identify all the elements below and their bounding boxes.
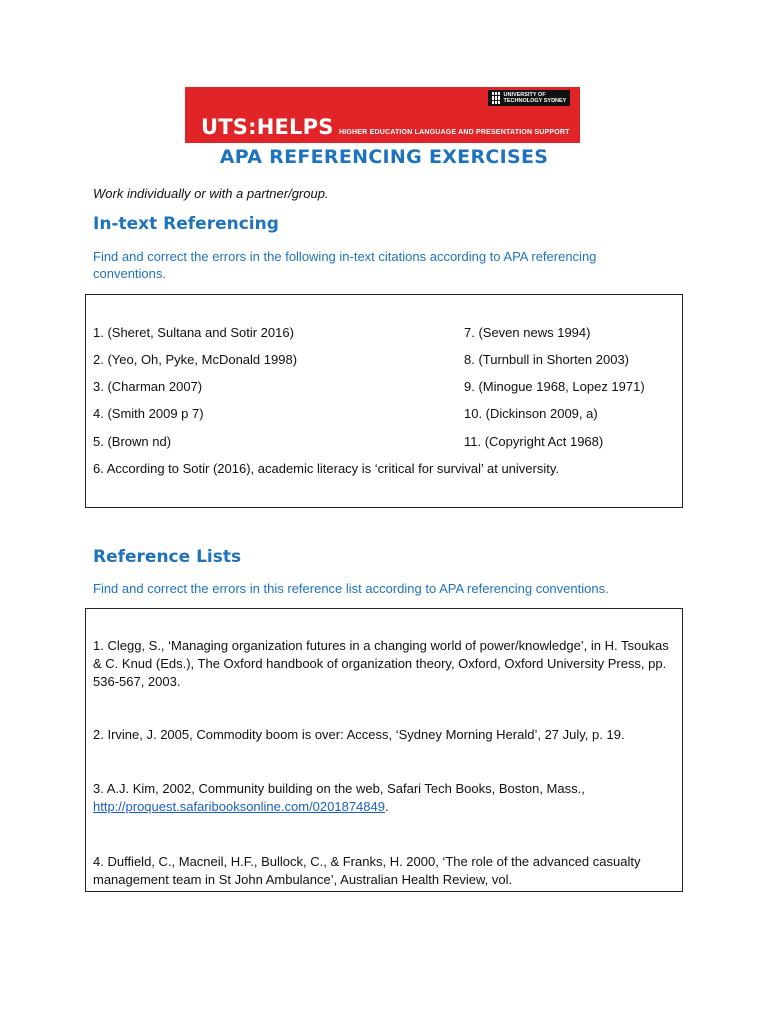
reference-item-3 [93, 780, 673, 816]
citation-item: 3. (Charman 2007) [93, 379, 203, 394]
reference-item-3-end: . [384, 799, 389, 814]
page-title: APA REFERENCING EXERCISES [219, 146, 549, 168]
reference-item-4: 4. Duffield, C., Macneil, H.F., Bullock, C., & Franks, H. 2000, ‘The role of the advanced casualty management team in St John Ambulance’, Australian Health Review, vol. [93, 854, 641, 887]
proquest-link[interactable]: http://proquest.safaribooksonline.com/0201874849 [93, 799, 385, 814]
citation-item: 6. According to Sotir (2016), academic literacy is ‘critical for survival’ at university. [93, 461, 560, 476]
citation-item: 1. (Sheret, Sultana and Sotir 2016) [93, 325, 294, 340]
reference-list-box [85, 608, 683, 892]
banner-subtitle: HIGHER EDUCATION LANGUAGE AND PRESENTATION SUPPORT [339, 129, 570, 136]
reference-item-1: 1. Clegg, S., ‘Managing organization futures in a changing world of power/knowledge’, in H. Tsoukas & C. Knud (Eds.), The Oxford handbook of organization theory, Oxford, Oxford University Press, pp. 536-567, 2003. [93, 638, 669, 689]
citation-item: 10. (Dickinson 2009, a) [464, 406, 598, 421]
citation-item: 4. (Smith 2009 p 7) [93, 406, 204, 421]
citation-item: 9. (Minogue 1968, Lopez 1971) [464, 379, 645, 394]
reflist-instructions: Find and correct the errors in this reference list according to APA referencing conventions. [93, 581, 609, 596]
banner-title: UTS:HELPS [201, 115, 334, 139]
citation-item: 11. (Copyright Act 1968) [464, 434, 604, 449]
reference-item-3-text: 3. A.J. Kim, 2002, Community building on the web, Safari Tech Books, Boston, Mass., [93, 781, 585, 796]
intro-text: Work individually or with a partner/group. [93, 186, 329, 201]
citation-item: 8. (Turnbull in Shorten 2003) [464, 352, 630, 367]
reference-item-2: 2. Irvine, J. 2005, Commodity boom is over: Access, ‘Sydney Morning Herald’, 27 July, p. 19. [93, 727, 625, 742]
citation-item: 7. (Seven news 1994) [464, 325, 591, 340]
uts-helps-banner [185, 87, 580, 143]
intext-instructions: Find and correct the errors in the following in-text citations according to APA referencing conventions. [93, 249, 597, 281]
uts-logo-icon [492, 92, 500, 104]
intext-heading: In-text Referencing [93, 214, 279, 234]
citation-item: 5. (Brown nd) [93, 434, 172, 449]
university-logo-text: UNIVERSITY OF TECHNOLOGY SYDNEY [503, 92, 567, 104]
citation-item: 2. (Yeo, Oh, Pyke, McDonald 1998) [93, 352, 298, 367]
reflist-heading: Reference Lists [93, 547, 242, 567]
intext-citations-box [85, 294, 683, 508]
university-logo [488, 90, 570, 106]
